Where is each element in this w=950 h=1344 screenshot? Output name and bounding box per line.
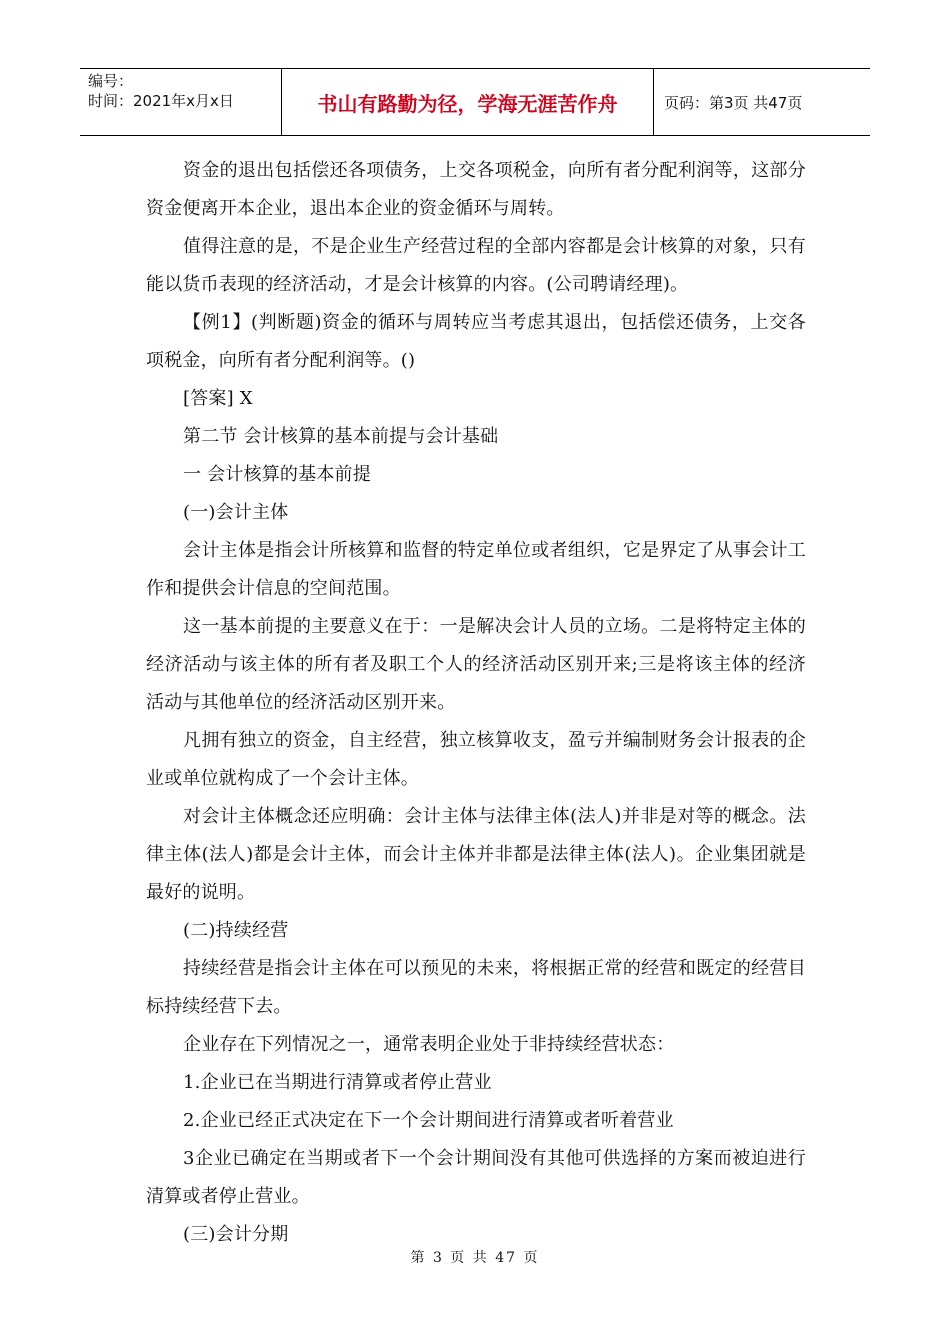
list-item: 2.企业已经正式决定在下一个会计期间进行清算或者听着营业: [183, 1110, 674, 1131]
item-heading: (三)会计分期: [183, 1224, 289, 1245]
paragraph: 资金的退出包括偿还各项债务，上交各项税金，向所有者分配利润等，这部分资金便离开本企业，退出本企业的资金循环与周转。: [146, 160, 806, 219]
answer: [答案] X: [183, 388, 253, 409]
paragraph: 对会计主体概念还应明确：会计主体与法律主体(法人)并非是对等的概念。法律主体(法人)都是会计主体，而会计主体并非都是法律主体(法人)。企业集团就是最好的说明。: [146, 806, 806, 903]
document-body: [146, 152, 806, 1254]
paragraph: 会计主体是指会计所核算和监督的特定单位或者组织，它是界定了从事会计工作和提供会计信息的空间范围。: [146, 540, 806, 599]
number-label: 编号：: [88, 72, 134, 90]
example-question: 【例1】(判断题)资金的循环与周转应当考虑其退出，包括偿还债务，上交各项税金，向所有者分配利润等。(): [146, 312, 806, 371]
header-motto: 书山有路勤为径，学海无涯苦作舟: [282, 69, 654, 135]
list-item: 3企业已确定在当期或者下一个会计期间没有其他可供选择的方案而被迫进行清算或者停止营业。: [146, 1148, 806, 1207]
page-footer: 第 3 页 共 47 页: [410, 1250, 540, 1266]
date-label: 时间：2021年x月x日: [88, 92, 234, 110]
paragraph: 凡拥有独立的资金，自主经营，独立核算收支，盈亏并编制财务会计报表的企业或单位就构成了一个会计主体。: [146, 730, 806, 789]
subsection-heading: 一 会计核算的基本前提: [183, 464, 371, 485]
item-heading: (二)持续经营: [183, 920, 289, 941]
header-page-info: 页码：第3页 共47页: [664, 93, 803, 112]
paragraph: 值得注意的是，不是企业生产经营过程的全部内容都是会计核算的对象，只有能以货币表现的经济活动，才是会计核算的内容。(公司聘请经理)。: [146, 236, 806, 295]
list-item: 1.企业已在当期进行清算或者停止营业: [183, 1072, 492, 1093]
document-header: [80, 68, 870, 136]
paragraph: 企业存在下列情况之一，通常表明企业处于非持续经营状态：: [183, 1034, 675, 1055]
paragraph: 持续经营是指会计主体在可以预见的未来，将根据正常的经营和既定的经营目标持续经营下去。: [146, 958, 806, 1017]
item-heading: (一)会计主体: [183, 502, 289, 523]
section-heading: 第二节 会计核算的基本前提与会计基础: [183, 426, 499, 447]
header-meta: [80, 69, 282, 135]
paragraph: 这一基本前提的主要意义在于：一是解决会计人员的立场。二是将特定主体的经济活动与该主体的所有者及职工个人的经济活动区别开来;三是将该主体的经济活动与其他单位的经济活动区别开来。: [146, 616, 806, 713]
